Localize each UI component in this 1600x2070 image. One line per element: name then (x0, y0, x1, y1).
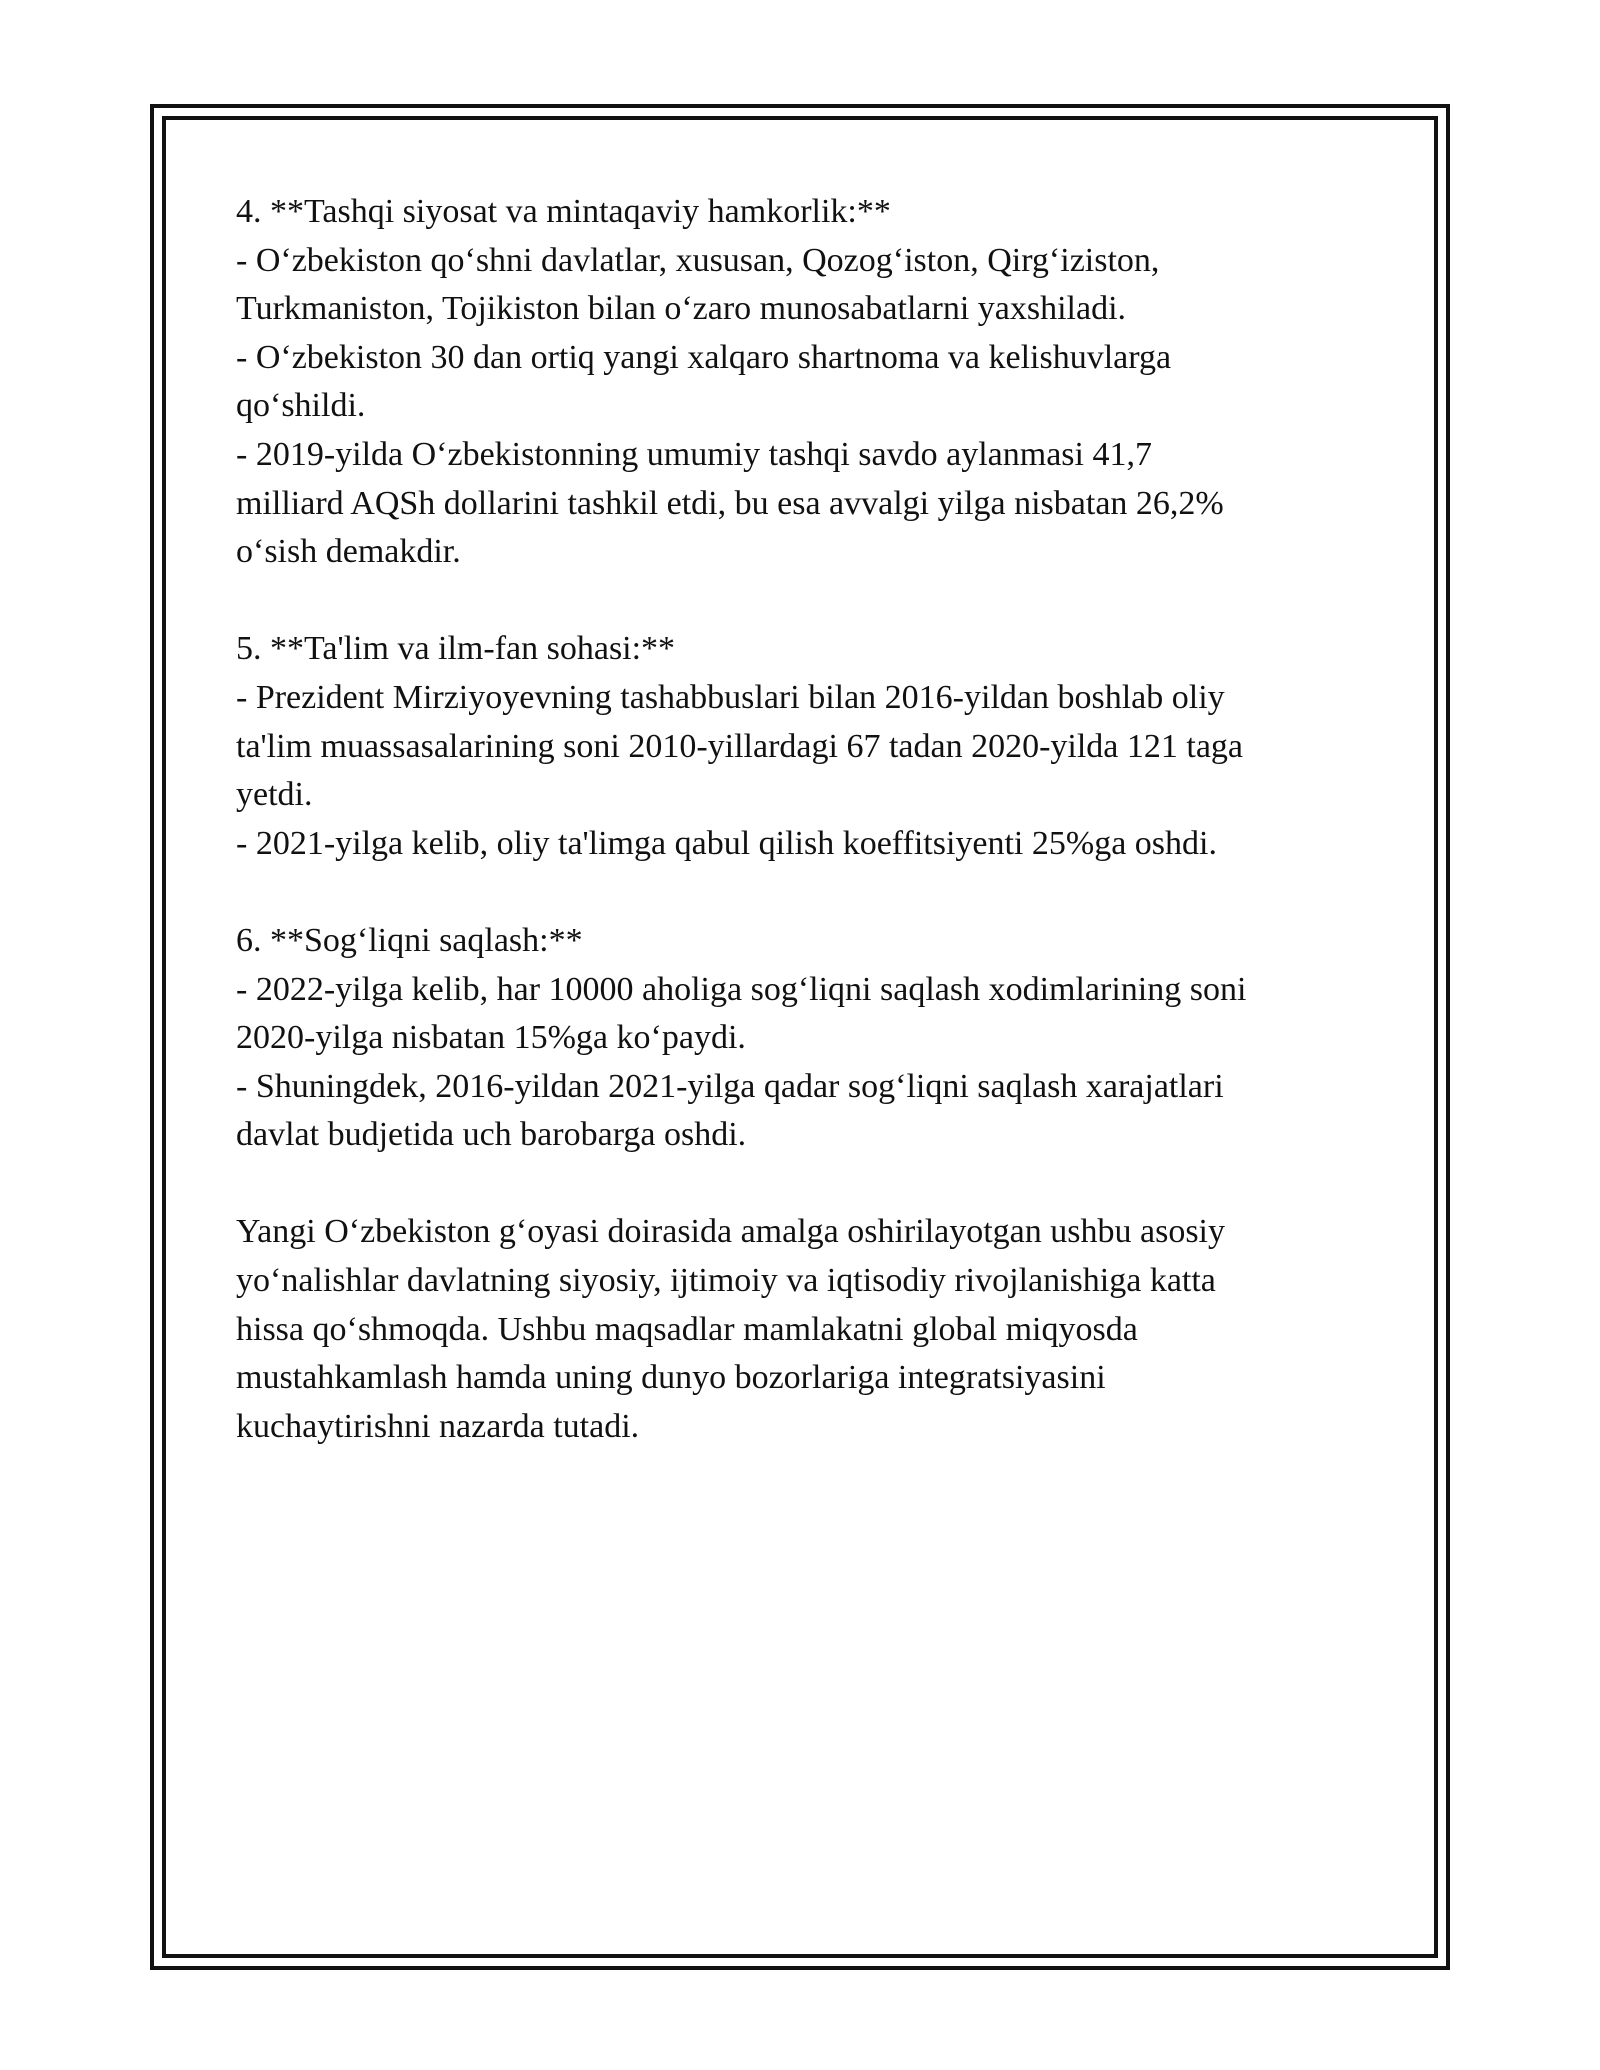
list-item: - O‘zbekiston qo‘shni davlatlar, xususan, Qozog‘iston, Qirg‘iziston, Turkmaniston, Tojikiston bilan o‘zaro munosabatlarni yaxshiladi. (236, 241, 1160, 328)
conclusion-paragraph: Yangi O‘zbekiston g‘oyasi doirasida amalga oshirilayotgan ushbu asosiy yo‘nalishlar davlatning siyosiy, ijtimoiy va iqtisodiy rivojlanishiga katta hissa qo‘shmoqda. Ushbu maqsadlar mamlakatni global miqyosda mustahkamlash hamda uning dunyo bozorlariga integratsiyasini kuchaytirishni nazarda tutadi. (236, 1213, 1226, 1445)
paragraph-gap (236, 1160, 1366, 1209)
list-item: - 2019-yilda O‘zbekistonning umumiy tashqi savdo aylanmasi 41,7 milliard AQSh dollarini tashkil etdi, bu esa avvalgi yilga nisbatan 26,2% o‘sish demakdir. (236, 435, 1224, 571)
section-heading-foreign-policy: 4. **Tashqi siyosat va mintaqaviy hamkorlik:** (236, 193, 891, 230)
list-item: - Prezident Mirziyoyevning tashabbuslari bilan 2016-yildan boshlab oliy ta'lim muassasalarining soni 2010-yillardagi 67 tadan 2020-yilda 121 taga yetdi. (236, 678, 1244, 814)
section-heading-education: 5. **Ta'lim va ilm-fan sohasi:** (236, 630, 676, 668)
list-item: - Shuningdek, 2016-yildan 2021-yilga qadar sog‘liqni saqlash xarajatlari davlat budjetida uch barobarga oshdi. (236, 1067, 1224, 1154)
section-heading-healthcare: 6. **Sog‘liqni saqlash:** (236, 921, 583, 959)
paragraph-gap (236, 868, 1366, 917)
list-item: - 2021-yilga kelib, oliy ta'limga qabul qilish koeffitsiyenti 25%ga oshdi. (236, 824, 1217, 862)
list-item: - 2022-yilga kelib, har 10000 aholiga sog‘liqni saqlash xodimlarining soni 2020-yilga nisbatan 15%ga ko‘paydi. (236, 970, 1247, 1057)
paragraph-gap (236, 577, 1366, 626)
document-body (236, 188, 1366, 1451)
list-item: - O‘zbekiston 30 dan ortiq yangi xalqaro shartnoma va kelishuvlarga qo‘shildi. (236, 338, 1172, 425)
